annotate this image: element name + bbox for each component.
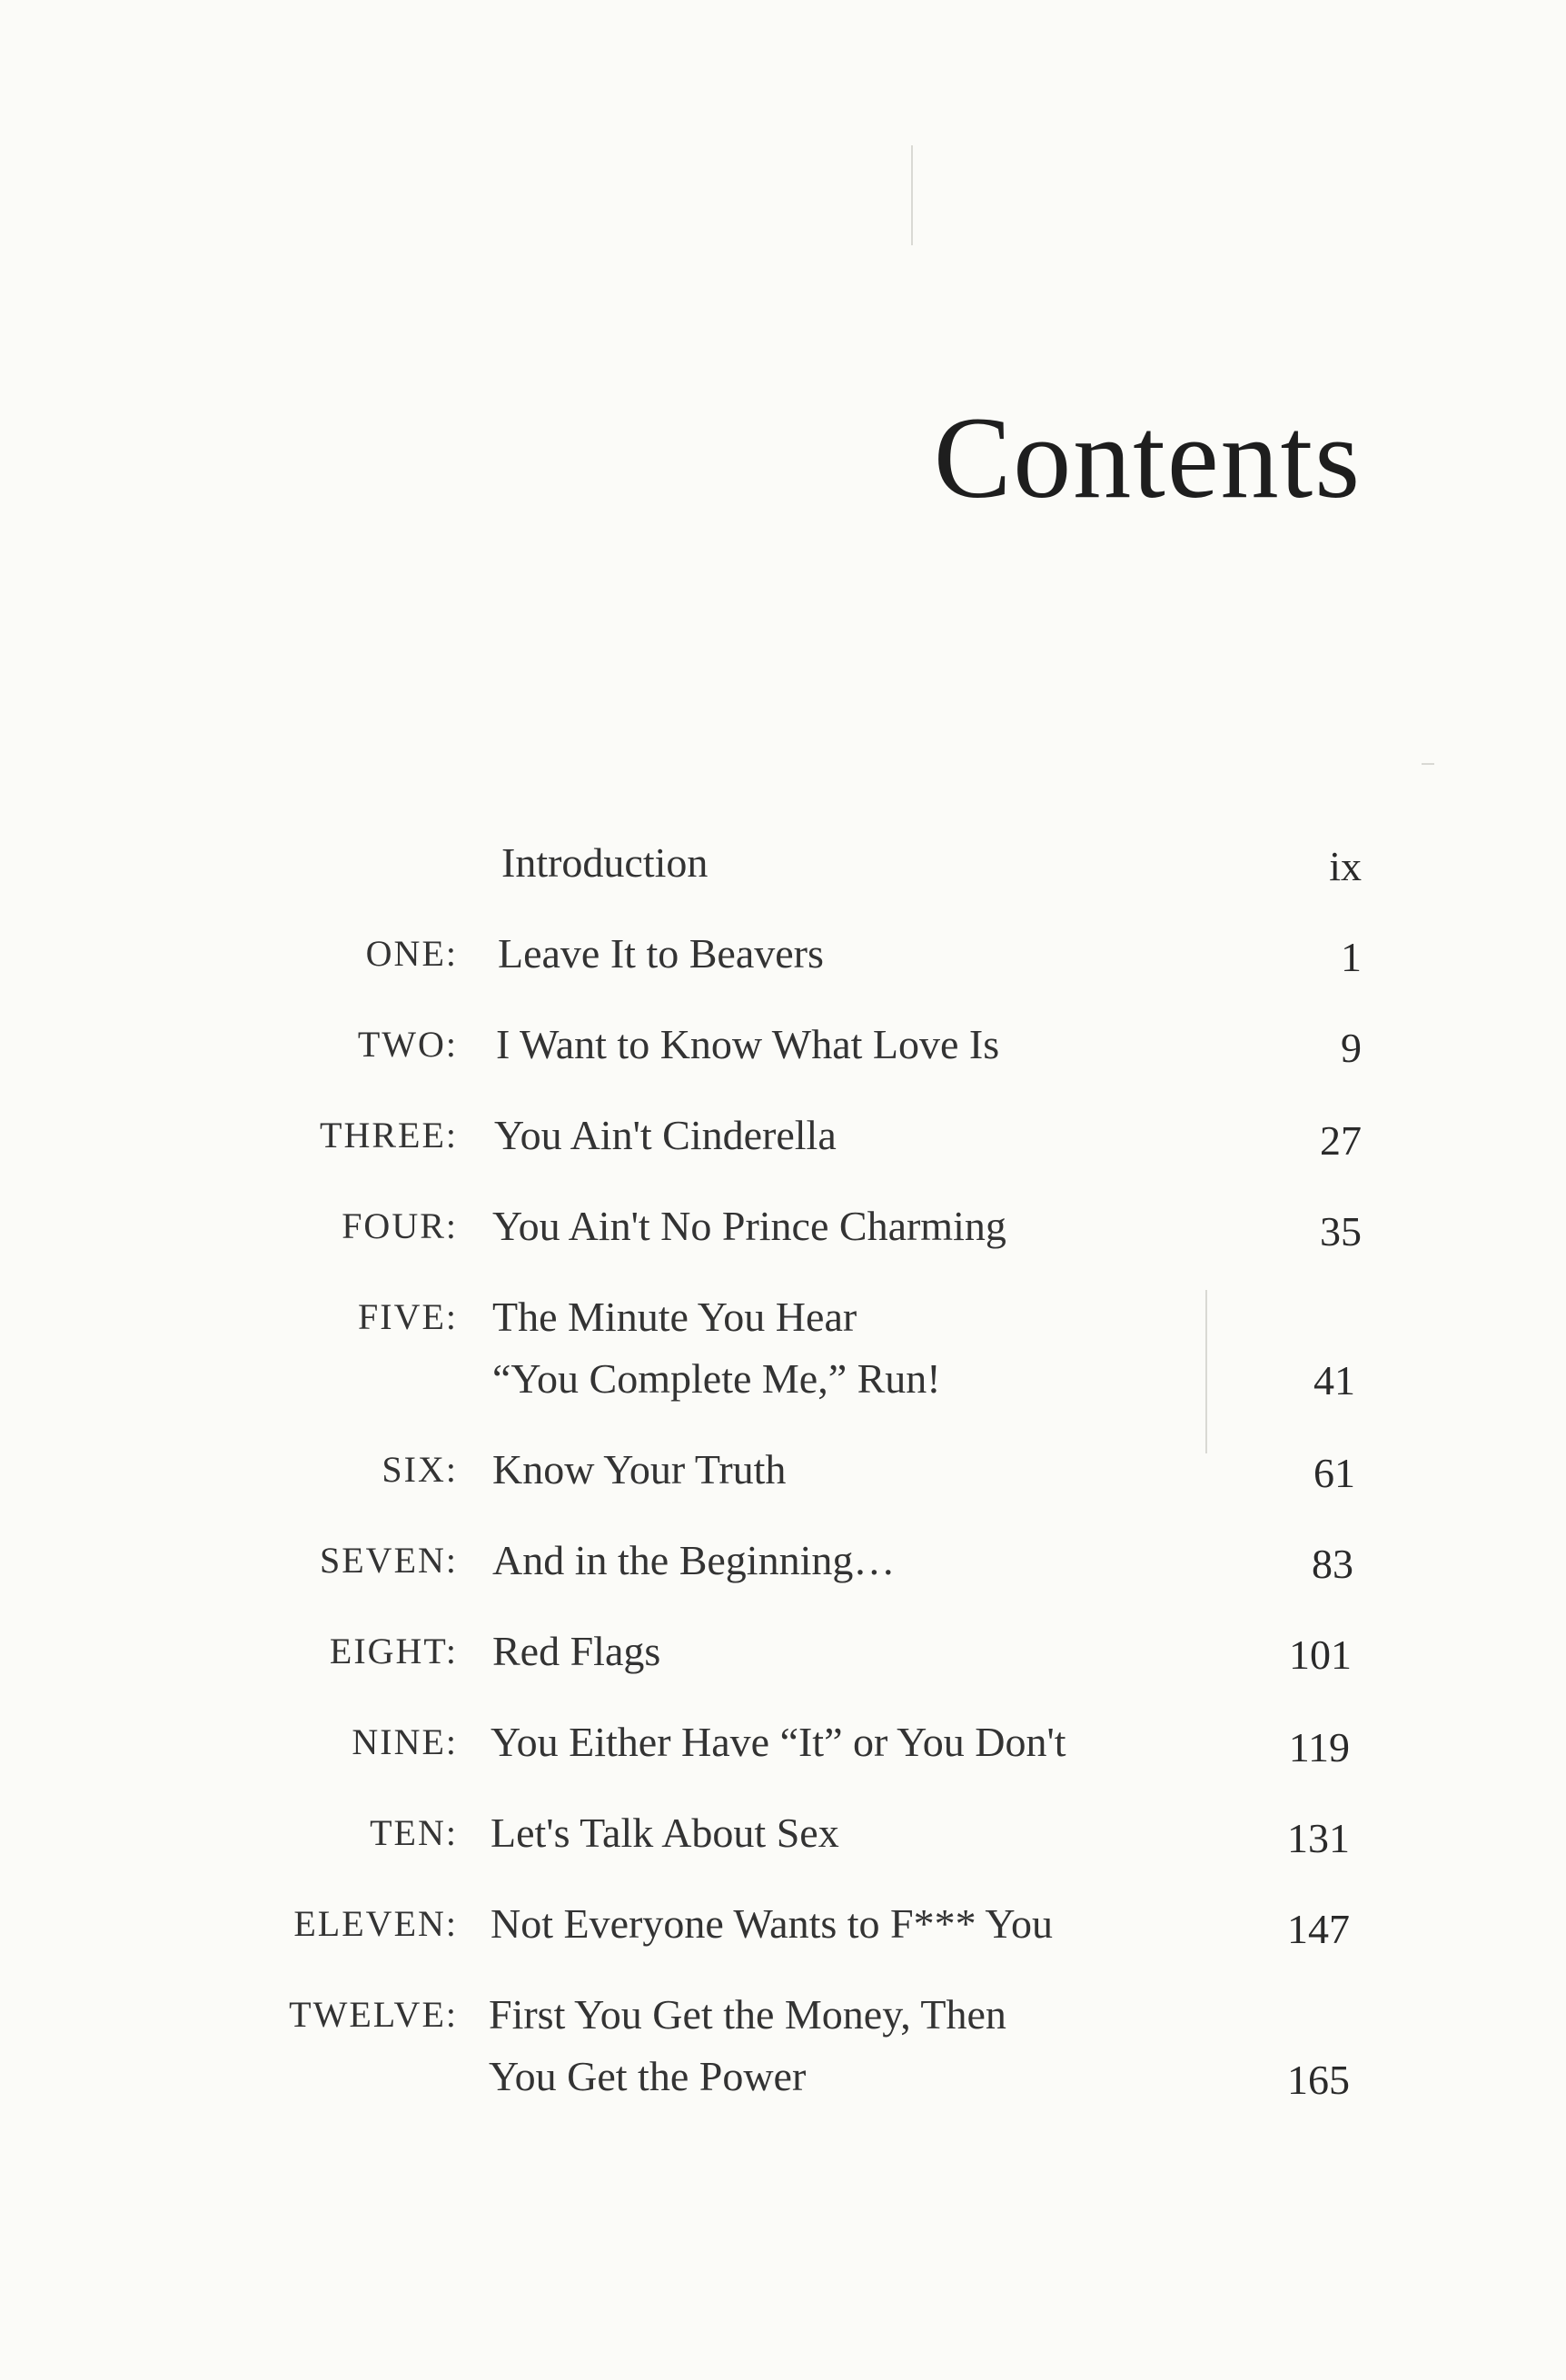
page-number: 61 <box>1313 1450 1355 1496</box>
chapter-title: Know Your Truth <box>492 1446 787 1492</box>
chapter-label: SIX: <box>382 1449 458 1490</box>
page-number: 147 <box>1287 1906 1350 1952</box>
chapter-title: Not Everyone Wants to F*** You <box>491 1900 1054 1947</box>
chapter-title: You Either Have “It” or You Don't <box>491 1719 1066 1765</box>
chapter-label: ELEVEN: <box>293 1903 458 1944</box>
page-number: 41 <box>1313 1357 1355 1403</box>
chapter-label: ONE: <box>365 933 458 974</box>
chapter-title: The Minute You Hear “You Complete Me,” Run! <box>492 1294 941 1402</box>
chapter-title: Red Flags <box>492 1628 661 1674</box>
chapter-label: TWO: <box>357 1024 458 1065</box>
chapter-title: Let's Talk About Sex <box>491 1810 839 1856</box>
page-number: 83 <box>1312 1541 1353 1587</box>
page-number: 119 <box>1288 1724 1350 1770</box>
chapter-label: TEN: <box>370 1812 458 1853</box>
page-number: 165 <box>1287 2057 1350 2103</box>
chapter-label: THREE: <box>320 1115 458 1155</box>
page-number: 101 <box>1289 1631 1352 1678</box>
chapter-title: And in the Beginning… <box>492 1537 896 1583</box>
page-number: 27 <box>1320 1117 1362 1164</box>
chapter-title: You Ain't Cinderella <box>494 1112 837 1158</box>
page-title: Contents <box>933 393 1362 522</box>
chapter-title: First You Get the Money, Then You Get the Power <box>489 1991 1006 2099</box>
page-number: ix <box>1329 843 1362 889</box>
page-number: 1 <box>1341 934 1362 980</box>
chapter-label: TWELVE: <box>289 1994 458 2035</box>
chapter-label: FOUR: <box>342 1205 458 1246</box>
chapter-title: You Ain't No Prince Charming <box>492 1203 1006 1249</box>
chapter-label: FIVE: <box>358 1296 458 1337</box>
chapter-title: Introduction <box>501 839 709 886</box>
page-number: 35 <box>1320 1208 1362 1254</box>
chapter-label: SEVEN: <box>320 1540 458 1581</box>
chapter-title: I Want to Know What Love Is <box>496 1021 1000 1067</box>
chapter-title: Leave It to Beavers <box>498 930 824 977</box>
chapter-label: NINE: <box>352 1721 458 1762</box>
page-number: 9 <box>1341 1025 1362 1071</box>
chapter-label: EIGHT: <box>329 1631 458 1671</box>
page-number: 131 <box>1287 1815 1350 1861</box>
